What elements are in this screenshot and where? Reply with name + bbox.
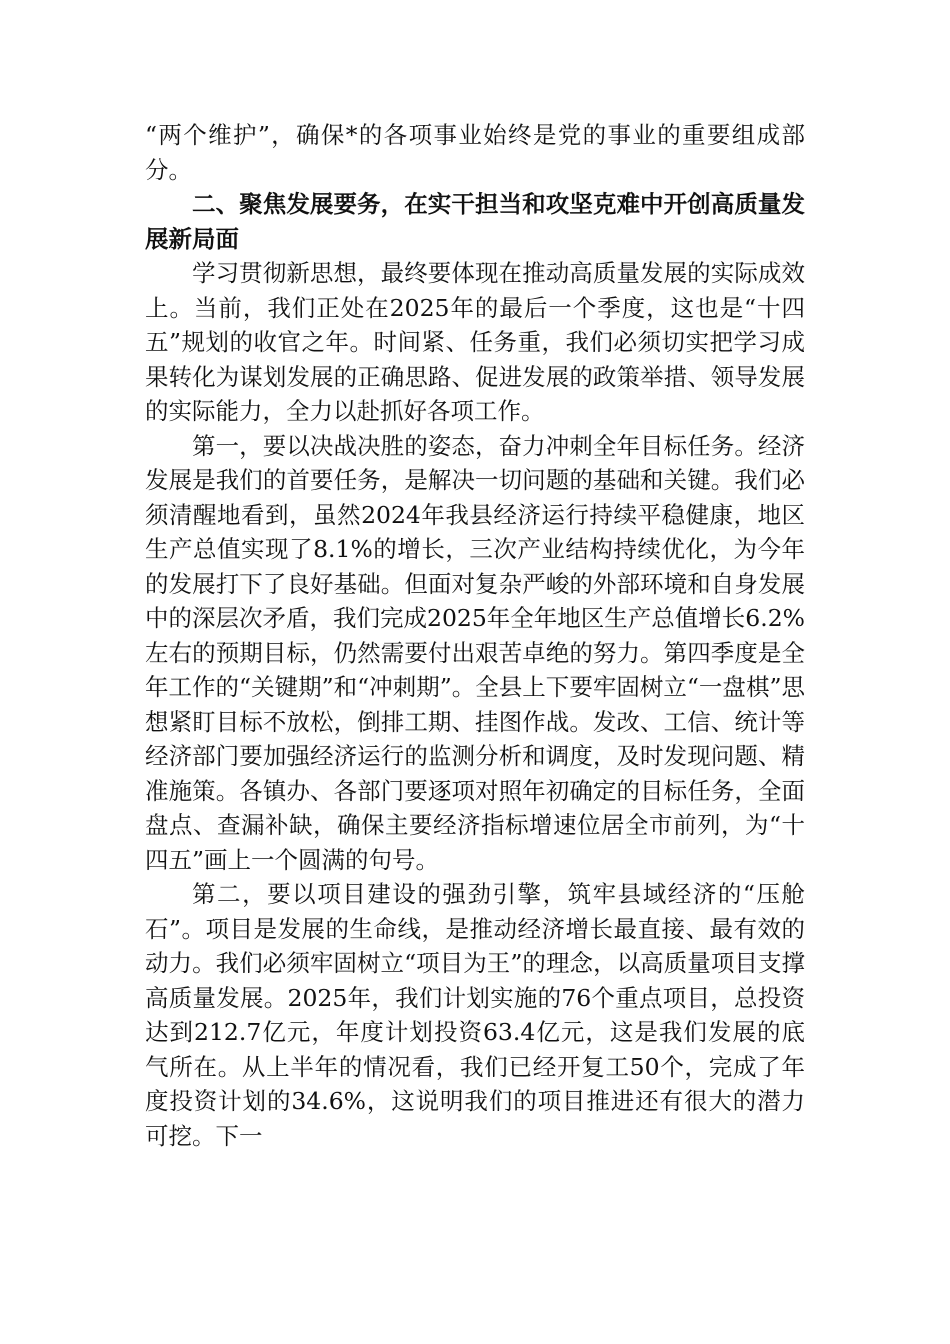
document-page [145, 118, 805, 1153]
paragraph-continuation: “两个维护”，确保*的各项事业始终是党的事业的重要组成部分。 [145, 121, 805, 184]
paragraph-intro: 学习贯彻新思想，最终要体现在推动高质量发展的实际成效上。当前，我们正处在2025年的最后一个季度，这也是“十四五”规划的收官之年。时间紧、任务重，我们必须切实把学习成果转化为谋划发展的正确思路、促进发展的政策举措、领导发展的实际能力，全力以赴抓好各项工作。 [145, 259, 805, 425]
section-heading: 二、聚焦发展要务，在实干担当和攻坚克难中开创高质量发展新局面 [145, 190, 805, 253]
paragraph-point-2: 第二，要以项目建设的强劲引擎，筑牢县域经济的“压舱石”。项目是发展的生命线，是推动经济增长最直接、最有效的动力。我们必须牢固树立“项目为王”的理念，以高质量项目支撑高质量发展。2025年，我们计划实施的76个重点项目，总投资达到212.7亿元，年度计划投资63.4亿元，这是我们发展的底气所在。从上半年的情况看，我们已经开复工50个，完成了年度投资计划的34.6%，这说明我们的项目推进还有很大的潜力可挖。下一 [145, 880, 805, 1150]
paragraph-point-1: 第一，要以决战决胜的姿态，奋力冲刺全年目标任务。经济发展是我们的首要任务，是解决一切问题的基础和关键。我们必须清醒地看到，虽然2024年我县经济运行持续平稳健康，地区生产总值实现了8.1%的增长，三次产业结构持续优化，为今年的发展打下了良好基础。但面对复杂严峻的外部环境和自身发展中的深层次矛盾，我们完成2025年全年地区生产总值增长6.2%左右的预期目标，仍然需要付出艰苦卓绝的努力。第四季度是全年工作的“关键期”和“冲刺期”。全县上下要牢固树立“一盘棋”思想紧盯目标不放松，倒排工期、挂图作战。发改、工信、统计等经济部门要加强经济运行的监测分析和调度，及时发现问题、精准施策。各镇办、各部门要逐项对照年初确定的目标任务，全面盘点、查漏补缺，确保主要经济指标增速位居全市前列，为“十四五”画上一个圆满的句号。 [145, 431, 806, 874]
